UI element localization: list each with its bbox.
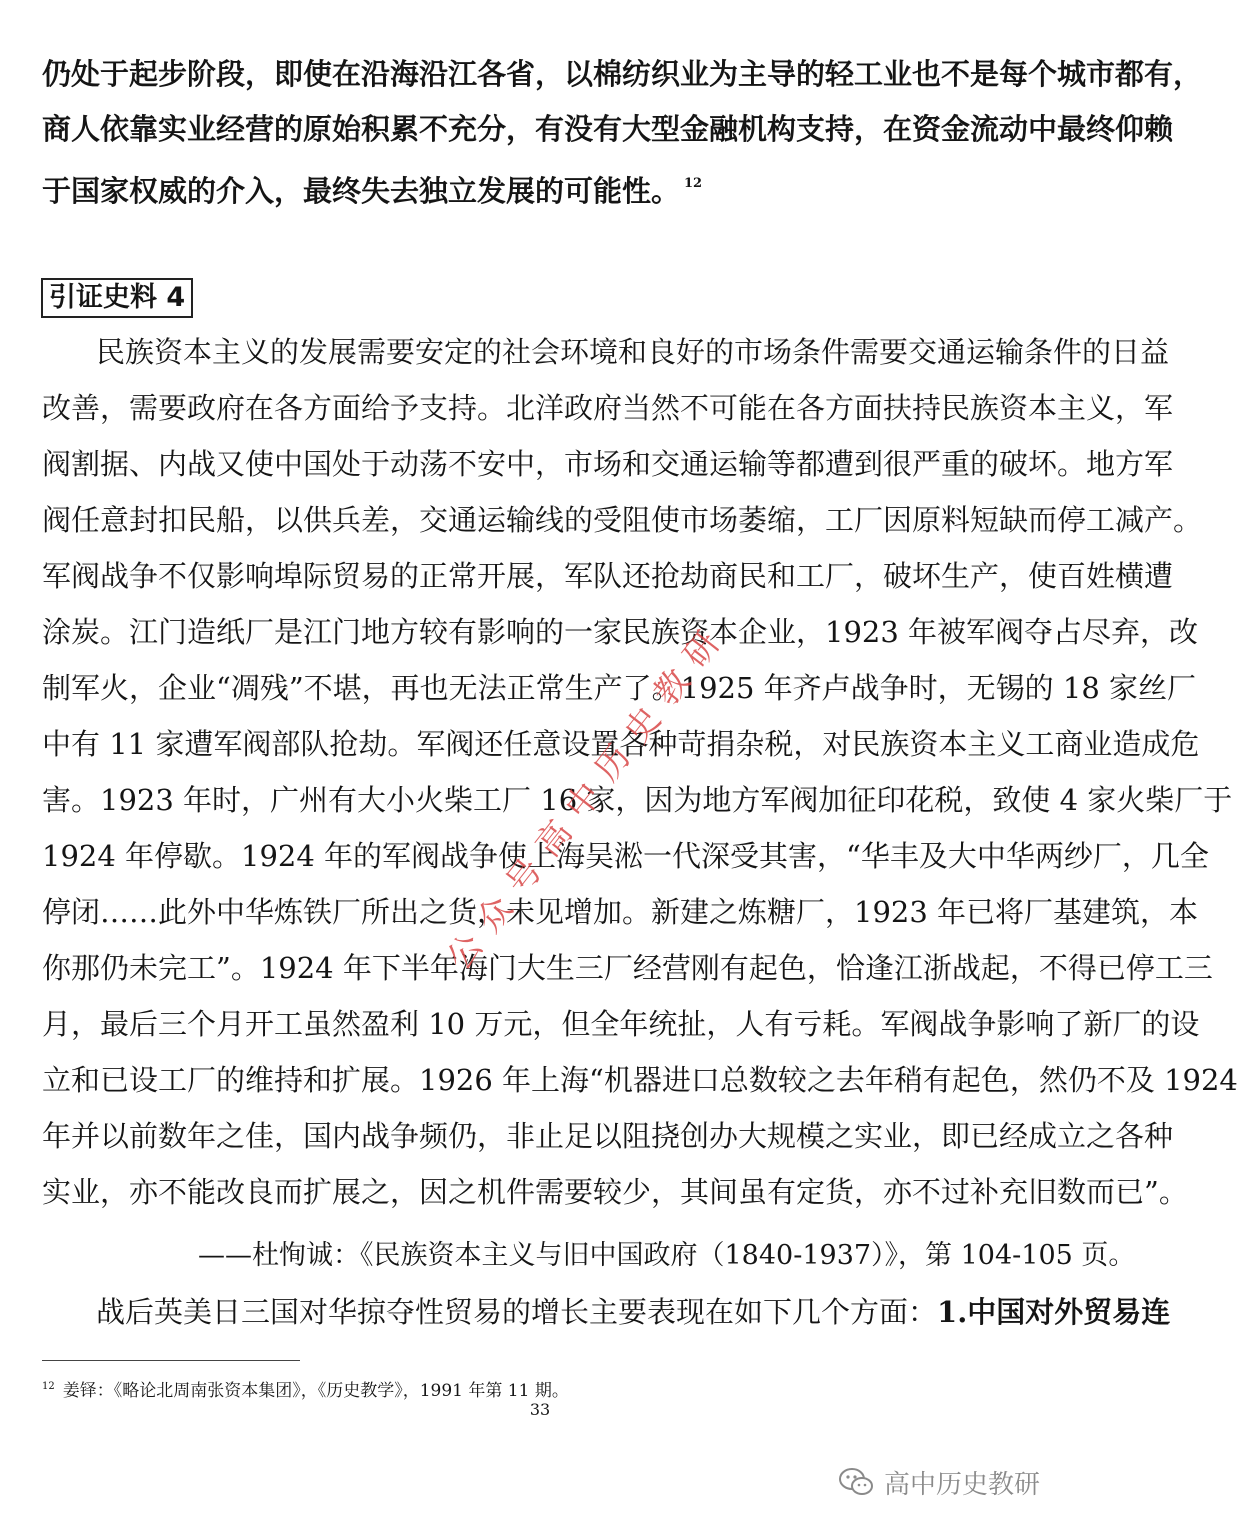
quote-line: 阀割据、内战又使中国处于动荡不安中，市场和交通运输等都遭到很严重的破坏。地方军 (42, 447, 1174, 481)
footnote-mark: 12 (42, 1381, 55, 1392)
footnote (42, 1376, 569, 1402)
footnote-text: 姜铎：《略论北周南张资本集团》，《历史教学》，1991 年第 11 期。 (62, 1381, 569, 1401)
brand-footer (838, 1462, 1040, 1502)
body-line-text: 于国家权威的介入，最终失去独立发展的可能性。 (42, 174, 681, 208)
quote-line: 你那仍未完工”。1924 年下半年海门大生三厂经营刚有起色，恰逢江浙战起，不得已停工三 (42, 951, 1213, 985)
citation: ——杜恂诚：《民族资本主义与旧中国政府（1840-1937）》，第 104-105 页。 (198, 1240, 1136, 1271)
quote-line: 制军火，企业“凋残”不堪，再也无法正常生产了。1925 年齐卢战争时，无锡的 18 家丝厂 (42, 671, 1197, 705)
body-line-with-footnote (42, 165, 1038, 208)
quote-line: 月，最后三个月开工虽然盈利 10 万元，但全年统扯，人有亏耗。军阀战争影响了新厂的设 (42, 1007, 1200, 1041)
quote-line: 1924 年停歇。1924 年的军阀战争使上海吴淞一代深受其害，“华丰及大中华两纱厂，几全 (42, 839, 1209, 873)
body-line: 仍处于起步阶段，即使在沿海沿江各省，以棉纺织业为主导的轻工业也不是每个城市都有， (42, 57, 1203, 91)
quote-line: 涂炭。江门造纸厂是江门地方较有影响的一家民族资本企业，1923 年被军阀夺占尽弃，改 (42, 615, 1199, 649)
quote-line: 停闭……此外中华炼铁厂所出之货，未见增加。新建之炼糖厂，1923 年已将厂基建筑，本 (42, 895, 1199, 929)
brand-name: 高中历史教研 (883, 1469, 1040, 1500)
quote-line: 实业，亦不能改良而扩展之，因之机件需要较少，其间虽有定货，亦不过补充旧数而已”。 (42, 1175, 1188, 1209)
quote-line: 年并以前数年之佳，国内战争频仍，非止足以阻挠创办大规模之实业，即已经成立之各种 (42, 1119, 1174, 1153)
next-paragraph-text: 战后英美日三国对华掠夺性贸易的增长主要表现在如下几个方面： (96, 1295, 938, 1329)
quote-line: 立和已设工厂的维持和扩展。1926 年上海“机器进口总数较之去年稍有起色，然仍不及 1924 (42, 1063, 1238, 1097)
wechat-icon (838, 1467, 874, 1497)
section-label: 引证史料 4 (41, 278, 193, 318)
page-number: 33 (529, 1400, 551, 1419)
quote-line: 中有 11 家遭军阀部队抢劫。军阀还任意设置各种苛捐杂税，对民族资本主义工商业造成危 (42, 727, 1200, 761)
footnote-reference: 12 (684, 176, 703, 191)
next-paragraph-bold-tail: 1.中国对外贸易连 (937, 1295, 1171, 1329)
quote-line: 害。1923 年时，广州有大小火柴工厂 16 家，因为地方军阀加征印花税，致使 4 家火柴厂于 (42, 783, 1233, 817)
watermark: 公众号高中历史教研 (439, 613, 737, 979)
footnote-divider (42, 1360, 300, 1361)
quote-line: 军阀战争不仅影响埠际贸易的正常开展，军队还抢劫商民和工厂，破坏生产，使百姓横遭 (42, 559, 1174, 593)
next-paragraph-line (96, 1293, 1171, 1331)
quote-line: 阀任意封扣民船，以供兵差，交通运输线的受阻使市场萎缩，工厂因原料短缺而停工减产。 (42, 503, 1203, 537)
quote-line: 民族资本主义的发展需要安定的社会环境和良好的市场条件需要交通运输条件的日益 (96, 335, 1170, 369)
body-line: 商人依靠实业经营的原始积累不充分，有没有大型金融机构支持，在资金流动中最终仰赖 (42, 112, 1174, 146)
quote-line: 改善，需要政府在各方面给予支持。北洋政府当然不可能在各方面扶持民族资本主义，军 (42, 391, 1174, 425)
